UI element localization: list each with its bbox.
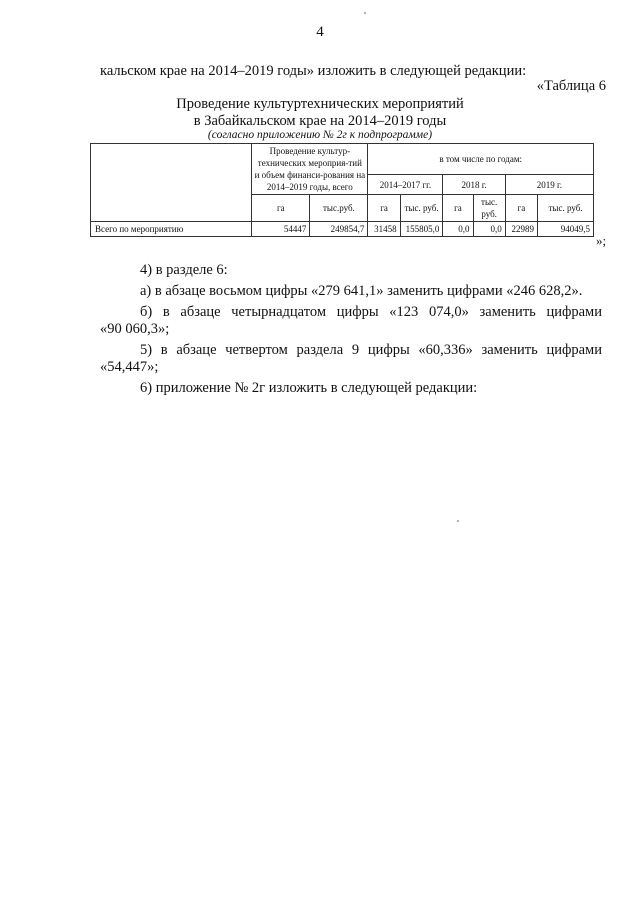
unit-rub-2018: тыс. руб. [473,195,505,222]
paragraph-6: 6) приложение № 2г изложить в следующей редакции: [140,380,478,396]
header-empty-cell [91,144,252,222]
paragraph-5-line-1: 5) в абзаце четвертом раздела 9 цифры «60,336» заменить цифрами [140,342,602,358]
paragraph-5-line-2: «54,447»; [100,359,159,375]
cell-2019-rub: 94049,5 [538,222,594,237]
data-table [90,143,594,237]
header-year-2019: 2019 г. [505,175,593,195]
paragraph-a: а) в абзаце восьмом цифры «279 641,1» заменить цифрами «246 628,2». [140,283,583,299]
scan-speck [457,520,459,522]
intro-line: кальском крае на 2014–2019 годы» изложить в следующей редакции: [100,63,527,79]
cell-total-ha: 54447 [252,222,310,237]
paragraph-b-line-1: б) в абзаце четырнадцатом цифры «123 074,0» заменить цифрами [140,304,602,320]
unit-ha-2019: га [505,195,537,222]
table-label: «Таблица 6 [536,78,606,94]
paragraph-section-6: 4) в разделе 6: [140,262,228,278]
header-year-2014-2017: 2014–2017 гг. [368,175,443,195]
unit-ha-total: га [252,195,310,222]
unit-ha-2018: га [443,195,473,222]
scan-speck [364,12,366,14]
cell-2019-ha: 22989 [505,222,537,237]
title-line-1: Проведение культуртехнических мероприятий [176,96,464,112]
header-years: в том числе по годам: [368,144,594,175]
header-total: Проведение культур-технических мероприя-тий и объем финанси-рования на 2014–2019 годы, всего [252,144,368,195]
cell-2018-rub: 0,0 [473,222,505,237]
page-number: 4 [316,24,324,40]
unit-ha-2014: га [368,195,400,222]
table-title [0,96,640,130]
table-row [91,222,594,237]
paragraph-b-line-2: «90 060,3»; [100,321,170,337]
unit-rub-2014: тыс. руб. [400,195,443,222]
unit-rub-2019: тыс. руб. [538,195,594,222]
table-subtitle: (согласно приложению № 2г к подпрограмме) [207,129,433,141]
header-year-2018: 2018 г. [443,175,505,195]
cell-2018-ha: 0,0 [443,222,473,237]
row-label: Всего по мероприятию [91,222,252,237]
cell-2014-ha: 31458 [368,222,400,237]
table-close-quote: »; [596,233,607,248]
cell-total-rub: 249854,7 [310,222,368,237]
cell-2014-rub: 155805,0 [400,222,443,237]
title-line-2: в Забайкальском крае на 2014–2019 годы [193,113,447,129]
unit-rub-total: тыс.руб. [310,195,368,222]
